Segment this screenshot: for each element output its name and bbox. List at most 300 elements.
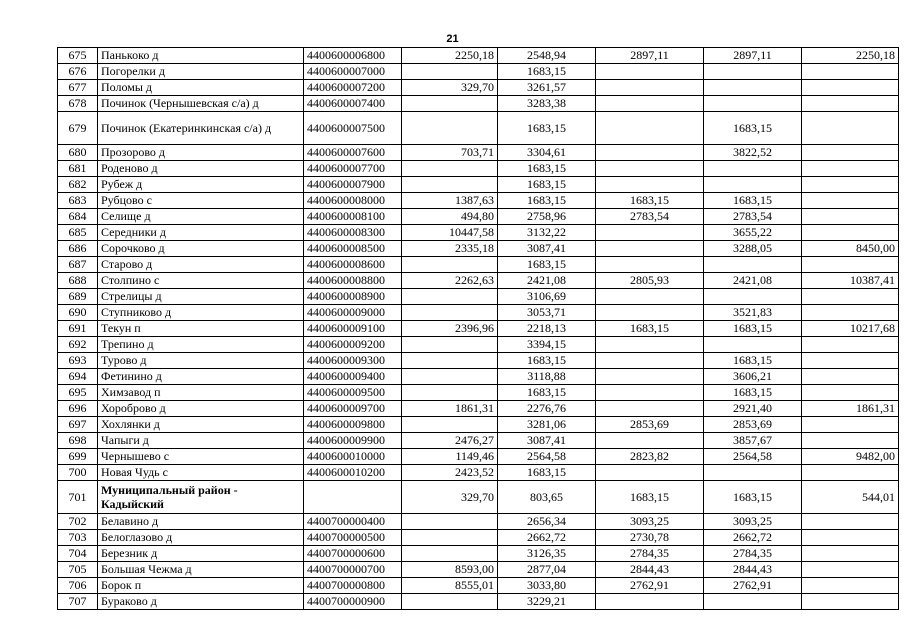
settlement-name-cell: Белавино д xyxy=(98,514,304,530)
value-col-3-cell xyxy=(596,80,704,96)
value-col-2-cell: 1683,15 xyxy=(498,177,596,193)
settlement-name-cell: Фетинино д xyxy=(98,369,304,385)
value-col-2-cell: 3126,35 xyxy=(498,546,596,562)
row-number-cell: 698 xyxy=(58,433,98,449)
oktmo-code-cell: 4400600009900 xyxy=(304,433,402,449)
value-col-4-cell xyxy=(704,80,802,96)
settlement-name-cell: Химзавод п xyxy=(98,385,304,401)
value-col-4-cell: 3606,21 xyxy=(704,369,802,385)
settlement-name-cell: Стрелицы д xyxy=(98,289,304,305)
table-row xyxy=(58,433,899,449)
oktmo-code-cell xyxy=(304,481,402,514)
value-col-2-cell: 3283,38 xyxy=(498,96,596,112)
value-col-2-cell: 1683,15 xyxy=(498,353,596,369)
value-col-3-cell xyxy=(596,353,704,369)
row-number-cell: 688 xyxy=(58,273,98,289)
value-col-5-cell xyxy=(802,209,899,225)
row-number-cell: 705 xyxy=(58,562,98,578)
value-col-3-cell: 2730,78 xyxy=(596,530,704,546)
value-col-5-cell xyxy=(802,112,899,145)
value-col-3-cell: 2783,54 xyxy=(596,209,704,225)
value-col-1-cell xyxy=(402,385,498,401)
value-col-5-cell xyxy=(802,177,899,193)
value-col-4-cell xyxy=(704,594,802,610)
settlement-name-cell: Борок п xyxy=(98,578,304,594)
table-row xyxy=(58,96,899,112)
value-col-5-cell xyxy=(802,80,899,96)
row-number-cell: 696 xyxy=(58,401,98,417)
value-col-2-cell: 2656,34 xyxy=(498,514,596,530)
value-col-2-cell: 3106,69 xyxy=(498,289,596,305)
value-col-1-cell xyxy=(402,257,498,273)
settlement-name-cell: Старово д xyxy=(98,257,304,273)
value-col-1-cell xyxy=(402,112,498,145)
value-col-4-cell: 2421,08 xyxy=(704,273,802,289)
settlement-name-cell: Починок (Чернышевская с/а) д xyxy=(98,96,304,112)
value-col-2-cell: 2276,76 xyxy=(498,401,596,417)
value-col-2-cell: 1683,15 xyxy=(498,385,596,401)
oktmo-code-cell: 4400600008500 xyxy=(304,241,402,257)
value-col-5-cell xyxy=(802,385,899,401)
value-col-1-cell: 8555,01 xyxy=(402,578,498,594)
value-col-2-cell: 2564,58 xyxy=(498,449,596,465)
oktmo-code-cell: 4400700000900 xyxy=(304,594,402,610)
table-row xyxy=(58,594,899,610)
table-row xyxy=(58,177,899,193)
value-col-1-cell xyxy=(402,161,498,177)
value-col-5-cell xyxy=(802,289,899,305)
value-col-4-cell: 2844,43 xyxy=(704,562,802,578)
row-number-cell: 700 xyxy=(58,465,98,481)
value-col-1-cell: 2423,52 xyxy=(402,465,498,481)
table-row xyxy=(58,321,899,337)
settlement-name-cell: Починок (Екатеринкинская с/а) д xyxy=(98,112,304,145)
oktmo-code-cell: 4400600010200 xyxy=(304,465,402,481)
value-col-5-cell: 10387,41 xyxy=(802,273,899,289)
value-col-5-cell xyxy=(802,337,899,353)
value-col-4-cell: 1683,15 xyxy=(704,321,802,337)
value-col-2-cell: 3118,88 xyxy=(498,369,596,385)
value-col-5-cell: 544,01 xyxy=(802,481,899,514)
row-number-cell: 677 xyxy=(58,80,98,96)
value-col-2-cell: 2421,08 xyxy=(498,273,596,289)
value-col-4-cell xyxy=(704,64,802,80)
table-row xyxy=(58,112,899,145)
value-col-2-cell: 803,65 xyxy=(498,481,596,514)
settlement-name-cell: Селище д xyxy=(98,209,304,225)
value-col-4-cell: 3655,22 xyxy=(704,225,802,241)
settlement-name-cell: Поломы д xyxy=(98,80,304,96)
settlement-name-cell: Березник д xyxy=(98,546,304,562)
row-number-cell: 685 xyxy=(58,225,98,241)
oktmo-code-cell: 4400600008100 xyxy=(304,209,402,225)
value-col-3-cell xyxy=(596,369,704,385)
table-row xyxy=(58,161,899,177)
oktmo-code-cell: 4400600009100 xyxy=(304,321,402,337)
value-col-1-cell: 494,80 xyxy=(402,209,498,225)
value-col-1-cell xyxy=(402,289,498,305)
value-col-1-cell: 2476,27 xyxy=(402,433,498,449)
value-col-1-cell xyxy=(402,546,498,562)
settlement-name-cell: Хохлянки д xyxy=(98,417,304,433)
value-col-5-cell xyxy=(802,417,899,433)
value-col-1-cell xyxy=(402,353,498,369)
value-col-5-cell xyxy=(802,305,899,321)
value-col-4-cell xyxy=(704,465,802,481)
table-row xyxy=(58,385,899,401)
value-col-3-cell: 2844,43 xyxy=(596,562,704,578)
oktmo-code-cell: 4400600007200 xyxy=(304,80,402,96)
value-col-4-cell: 2784,35 xyxy=(704,546,802,562)
value-col-2-cell: 3087,41 xyxy=(498,433,596,449)
settlement-name-cell: Хороброво д xyxy=(98,401,304,417)
row-number-cell: 691 xyxy=(58,321,98,337)
settlement-name-cell: Панькоко д xyxy=(98,48,304,64)
value-col-2-cell: 2877,04 xyxy=(498,562,596,578)
oktmo-code-cell: 4400600007600 xyxy=(304,145,402,161)
oktmo-code-cell: 4400600008800 xyxy=(304,273,402,289)
table-row xyxy=(58,64,899,80)
value-col-1-cell xyxy=(402,96,498,112)
value-col-2-cell: 3087,41 xyxy=(498,241,596,257)
oktmo-code-cell: 4400600010000 xyxy=(304,449,402,465)
table-row xyxy=(58,337,899,353)
value-col-1-cell: 329,70 xyxy=(402,481,498,514)
value-col-3-cell xyxy=(596,145,704,161)
value-col-2-cell: 2218,13 xyxy=(498,321,596,337)
oktmo-code-cell: 4400600009000 xyxy=(304,305,402,321)
oktmo-code-cell: 4400600009700 xyxy=(304,401,402,417)
settlement-name-cell: Погорелки д xyxy=(98,64,304,80)
table-row xyxy=(58,257,899,273)
settlement-name-cell: Прозорово д xyxy=(98,145,304,161)
settlement-name-cell: Турово д xyxy=(98,353,304,369)
row-number-cell: 695 xyxy=(58,385,98,401)
row-number-cell: 706 xyxy=(58,578,98,594)
value-col-4-cell: 1683,15 xyxy=(704,481,802,514)
value-col-2-cell: 1683,15 xyxy=(498,64,596,80)
row-number-cell: 689 xyxy=(58,289,98,305)
value-col-3-cell xyxy=(596,177,704,193)
value-col-1-cell: 329,70 xyxy=(402,80,498,96)
value-col-1-cell xyxy=(402,337,498,353)
value-col-5-cell xyxy=(802,530,899,546)
value-col-5-cell xyxy=(802,96,899,112)
value-col-2-cell: 3132,22 xyxy=(498,225,596,241)
table-row xyxy=(58,481,899,514)
table-row xyxy=(58,514,899,530)
value-col-2-cell: 3394,15 xyxy=(498,337,596,353)
settlement-name-cell: Роденово д xyxy=(98,161,304,177)
value-col-2-cell: 3304,61 xyxy=(498,145,596,161)
row-number-cell: 693 xyxy=(58,353,98,369)
value-col-1-cell: 2262,63 xyxy=(402,273,498,289)
value-col-4-cell: 2921,40 xyxy=(704,401,802,417)
value-col-5-cell xyxy=(802,64,899,80)
value-col-5-cell xyxy=(802,514,899,530)
settlement-name-cell: Середники д xyxy=(98,225,304,241)
value-col-5-cell: 8450,00 xyxy=(802,241,899,257)
value-col-2-cell: 3033,80 xyxy=(498,578,596,594)
oktmo-code-cell: 4400600007000 xyxy=(304,64,402,80)
row-number-cell: 692 xyxy=(58,337,98,353)
oktmo-code-cell: 4400700000700 xyxy=(304,562,402,578)
value-col-5-cell xyxy=(802,594,899,610)
oktmo-code-cell: 4400600008300 xyxy=(304,225,402,241)
settlement-name-cell: Ступниково д xyxy=(98,305,304,321)
oktmo-code-cell: 4400700000500 xyxy=(304,530,402,546)
settlement-name-cell: Рубеж д xyxy=(98,177,304,193)
row-number-cell: 686 xyxy=(58,241,98,257)
table-row xyxy=(58,546,899,562)
value-col-4-cell: 2564,58 xyxy=(704,449,802,465)
table-row xyxy=(58,241,899,257)
value-col-4-cell: 3857,67 xyxy=(704,433,802,449)
row-number-cell: 703 xyxy=(58,530,98,546)
value-col-3-cell: 2823,82 xyxy=(596,449,704,465)
value-col-1-cell: 8593,00 xyxy=(402,562,498,578)
row-number-cell: 699 xyxy=(58,449,98,465)
oktmo-code-cell: 4400600009300 xyxy=(304,353,402,369)
table-row xyxy=(58,417,899,433)
table-row xyxy=(58,289,899,305)
oktmo-code-cell: 4400700000800 xyxy=(304,578,402,594)
value-col-4-cell: 1683,15 xyxy=(704,353,802,369)
oktmo-code-cell: 4400600007400 xyxy=(304,96,402,112)
value-col-3-cell xyxy=(596,337,704,353)
value-col-3-cell: 3093,25 xyxy=(596,514,704,530)
row-number-cell: 675 xyxy=(58,48,98,64)
value-col-3-cell: 2784,35 xyxy=(596,546,704,562)
table-row xyxy=(58,48,899,64)
table-row xyxy=(58,353,899,369)
value-col-1-cell xyxy=(402,594,498,610)
row-number-cell: 690 xyxy=(58,305,98,321)
row-number-cell: 680 xyxy=(58,145,98,161)
value-col-2-cell: 2662,72 xyxy=(498,530,596,546)
value-col-3-cell xyxy=(596,96,704,112)
value-col-3-cell xyxy=(596,161,704,177)
value-col-5-cell xyxy=(802,546,899,562)
table-row xyxy=(58,225,899,241)
settlement-name-cell: Чапыги д xyxy=(98,433,304,449)
oktmo-code-cell: 4400600008600 xyxy=(304,257,402,273)
value-col-2-cell: 1683,15 xyxy=(498,193,596,209)
value-col-1-cell: 703,71 xyxy=(402,145,498,161)
settlement-name-cell: Сорочково д xyxy=(98,241,304,257)
oktmo-code-cell: 4400600007500 xyxy=(304,112,402,145)
value-col-1-cell: 2396,96 xyxy=(402,321,498,337)
row-number-cell: 682 xyxy=(58,177,98,193)
row-number-cell: 702 xyxy=(58,514,98,530)
value-col-5-cell xyxy=(802,145,899,161)
value-col-5-cell xyxy=(802,369,899,385)
value-col-3-cell: 2897,11 xyxy=(596,48,704,64)
value-col-4-cell: 2783,54 xyxy=(704,209,802,225)
oktmo-code-cell: 4400700000600 xyxy=(304,546,402,562)
row-number-cell: 694 xyxy=(58,369,98,385)
table-row xyxy=(58,145,899,161)
value-col-3-cell xyxy=(596,257,704,273)
table-row xyxy=(58,80,899,96)
value-col-1-cell: 2250,18 xyxy=(402,48,498,64)
value-col-3-cell: 2762,91 xyxy=(596,578,704,594)
row-number-cell: 676 xyxy=(58,64,98,80)
value-col-3-cell xyxy=(596,241,704,257)
settlements-table xyxy=(57,47,899,610)
table-row xyxy=(58,449,899,465)
oktmo-code-cell: 4400600009400 xyxy=(304,369,402,385)
value-col-4-cell: 1683,15 xyxy=(704,385,802,401)
value-col-5-cell: 1861,31 xyxy=(802,401,899,417)
value-col-1-cell xyxy=(402,369,498,385)
value-col-5-cell: 2250,18 xyxy=(802,48,899,64)
value-col-4-cell xyxy=(704,257,802,273)
value-col-5-cell xyxy=(802,433,899,449)
oktmo-code-cell: 4400600007900 xyxy=(304,177,402,193)
table-body xyxy=(58,48,899,610)
value-col-2-cell: 3261,57 xyxy=(498,80,596,96)
value-col-1-cell xyxy=(402,417,498,433)
oktmo-code-cell: 4400600008000 xyxy=(304,193,402,209)
value-col-4-cell: 1683,15 xyxy=(704,193,802,209)
value-col-4-cell: 3521,83 xyxy=(704,305,802,321)
row-number-cell: 684 xyxy=(58,209,98,225)
value-col-4-cell: 2853,69 xyxy=(704,417,802,433)
value-col-3-cell xyxy=(596,112,704,145)
row-number-cell: 701 xyxy=(58,481,98,514)
value-col-3-cell xyxy=(596,433,704,449)
oktmo-code-cell: 4400600009200 xyxy=(304,337,402,353)
value-col-4-cell: 3288,05 xyxy=(704,241,802,257)
oktmo-code-cell: 4400600007700 xyxy=(304,161,402,177)
value-col-2-cell: 1683,15 xyxy=(498,465,596,481)
value-col-2-cell: 2758,96 xyxy=(498,209,596,225)
settlement-name-cell: Муниципальный район - Кадыйский xyxy=(98,481,304,514)
row-number-cell: 681 xyxy=(58,161,98,177)
oktmo-code-cell: 4400600009800 xyxy=(304,417,402,433)
value-col-3-cell: 1683,15 xyxy=(596,193,704,209)
row-number-cell: 704 xyxy=(58,546,98,562)
row-number-cell: 697 xyxy=(58,417,98,433)
row-number-cell: 678 xyxy=(58,96,98,112)
value-col-5-cell xyxy=(802,225,899,241)
table-row xyxy=(58,578,899,594)
value-col-2-cell: 3053,71 xyxy=(498,305,596,321)
value-col-3-cell: 2805,93 xyxy=(596,273,704,289)
settlement-name-cell: Столпино с xyxy=(98,273,304,289)
row-number-cell: 683 xyxy=(58,193,98,209)
settlement-name-cell: Бураково д xyxy=(98,594,304,610)
value-col-4-cell: 2762,91 xyxy=(704,578,802,594)
value-col-3-cell xyxy=(596,225,704,241)
value-col-3-cell xyxy=(596,401,704,417)
value-col-2-cell: 1683,15 xyxy=(498,161,596,177)
row-number-cell: 687 xyxy=(58,257,98,273)
table-row xyxy=(58,305,899,321)
value-col-3-cell xyxy=(596,594,704,610)
oktmo-code-cell: 4400700000400 xyxy=(304,514,402,530)
value-col-5-cell: 9482,00 xyxy=(802,449,899,465)
value-col-5-cell xyxy=(802,465,899,481)
value-col-3-cell xyxy=(596,289,704,305)
value-col-1-cell xyxy=(402,305,498,321)
value-col-1-cell: 1149,46 xyxy=(402,449,498,465)
value-col-1-cell: 10447,58 xyxy=(402,225,498,241)
value-col-2-cell: 3281,06 xyxy=(498,417,596,433)
value-col-4-cell xyxy=(704,161,802,177)
settlement-name-cell: Большая Чежма д xyxy=(98,562,304,578)
table-row xyxy=(58,209,899,225)
oktmo-code-cell: 4400600008900 xyxy=(304,289,402,305)
settlement-name-cell: Новая Чудь с xyxy=(98,465,304,481)
row-number-cell: 707 xyxy=(58,594,98,610)
value-col-1-cell xyxy=(402,177,498,193)
value-col-4-cell: 3822,52 xyxy=(704,145,802,161)
value-col-1-cell: 2335,18 xyxy=(402,241,498,257)
settlement-name-cell: Текун п xyxy=(98,321,304,337)
value-col-4-cell: 1683,15 xyxy=(704,112,802,145)
settlement-name-cell: Белоглазово д xyxy=(98,530,304,546)
value-col-3-cell xyxy=(596,465,704,481)
value-col-4-cell xyxy=(704,289,802,305)
table-row xyxy=(58,401,899,417)
value-col-5-cell xyxy=(802,193,899,209)
value-col-2-cell: 1683,15 xyxy=(498,257,596,273)
value-col-3-cell xyxy=(596,305,704,321)
table-row xyxy=(58,193,899,209)
table-row xyxy=(58,530,899,546)
value-col-1-cell xyxy=(402,530,498,546)
table-row xyxy=(58,273,899,289)
value-col-4-cell xyxy=(704,337,802,353)
value-col-2-cell: 1683,15 xyxy=(498,112,596,145)
value-col-5-cell xyxy=(802,257,899,273)
value-col-3-cell: 2853,69 xyxy=(596,417,704,433)
settlement-name-cell: Чернышево с xyxy=(98,449,304,465)
value-col-1-cell xyxy=(402,514,498,530)
value-col-4-cell: 2662,72 xyxy=(704,530,802,546)
value-col-4-cell: 2897,11 xyxy=(704,48,802,64)
value-col-5-cell xyxy=(802,578,899,594)
value-col-1-cell: 1387,63 xyxy=(402,193,498,209)
settlement-name-cell: Трепино д xyxy=(98,337,304,353)
value-col-4-cell xyxy=(704,96,802,112)
value-col-5-cell xyxy=(802,353,899,369)
row-number-cell: 679 xyxy=(58,112,98,145)
value-col-5-cell xyxy=(802,562,899,578)
value-col-3-cell: 1683,15 xyxy=(596,481,704,514)
value-col-5-cell xyxy=(802,161,899,177)
value-col-4-cell xyxy=(704,177,802,193)
value-col-3-cell: 1683,15 xyxy=(596,321,704,337)
value-col-2-cell: 3229,21 xyxy=(498,594,596,610)
value-col-1-cell xyxy=(402,64,498,80)
settlement-name-cell: Рубцово с xyxy=(98,193,304,209)
table-row xyxy=(58,465,899,481)
value-col-5-cell: 10217,68 xyxy=(802,321,899,337)
value-col-4-cell: 3093,25 xyxy=(704,514,802,530)
value-col-3-cell xyxy=(596,64,704,80)
value-col-2-cell: 2548,94 xyxy=(498,48,596,64)
page-number: 21 xyxy=(446,33,459,45)
table-row xyxy=(58,562,899,578)
oktmo-code-cell: 4400600009500 xyxy=(304,385,402,401)
table-row xyxy=(58,369,899,385)
oktmo-code-cell: 4400600006800 xyxy=(304,48,402,64)
value-col-1-cell: 1861,31 xyxy=(402,401,498,417)
value-col-3-cell xyxy=(596,385,704,401)
